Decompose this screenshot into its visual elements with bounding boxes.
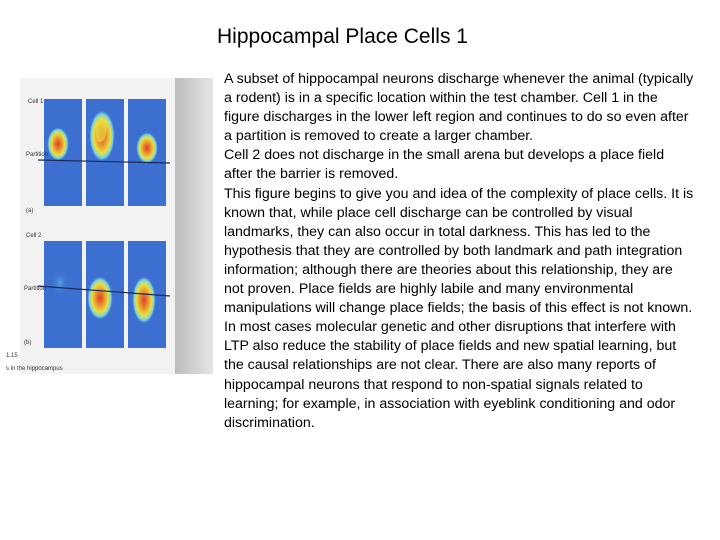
label-partition-1: Partition [26, 152, 49, 158]
cell1-arena-right [128, 99, 166, 206]
label-cell2: Cell 2 [26, 233, 42, 239]
cell2-arena-middle [86, 241, 124, 348]
paragraph-4: In most cases molecular genetic and other disruptions that interfere with LTP also reduce the stability of place fields and new spatial learning, but the causal relationships are not clear. There are also many reports of hippocampal neurons that respond to non-spatial signals related to learning; for example, in association with eyeblink conditioning and odor discrimination. [224, 319, 677, 431]
cell1-arena-middle [86, 99, 124, 206]
label-cell1: Cell 1 [28, 99, 44, 105]
label-partition-2: Partition [24, 286, 47, 292]
label-caption-fragment: s in the hippocampus [6, 366, 63, 372]
paragraph-2: Cell 2 does not discharge in the small arena but develops a place field after the barrier is removed. [224, 147, 665, 183]
place-field-maps [20, 78, 213, 374]
cell2-arena-left [44, 241, 82, 348]
label-panel-a: (a) [26, 208, 34, 214]
slide-body [224, 70, 694, 433]
label-panel-b: (b) [24, 340, 32, 346]
paragraph-1: A subset of hippocampal neurons discharge whenever the animal (typically a rodent) is in a specific location within the test chamber. Cell 1 in the figure discharges in the lower left region and continues to do so even after a partition is removed to create a larger chamber. [224, 71, 694, 145]
label-figure-number: 1.15 [6, 353, 18, 359]
cell1-arena-left [44, 99, 82, 206]
slide-title: Hippocampal Place Cells 1 [217, 25, 468, 48]
paragraph-3: This figure begins to give you and idea of the complexity of place cells. It is known that, while place cell discharge can be controlled by visual landmarks, they can also occur in total darkness. This has led to the hypothesis that they are controlled by both landmark and path integration information; although there are theories about this relationship, they are not proven. Place fields are highly labile and many environmental manipulations will change place fields; the basis of this effect is not known. [224, 185, 694, 317]
place-cell-figure [6, 78, 213, 374]
